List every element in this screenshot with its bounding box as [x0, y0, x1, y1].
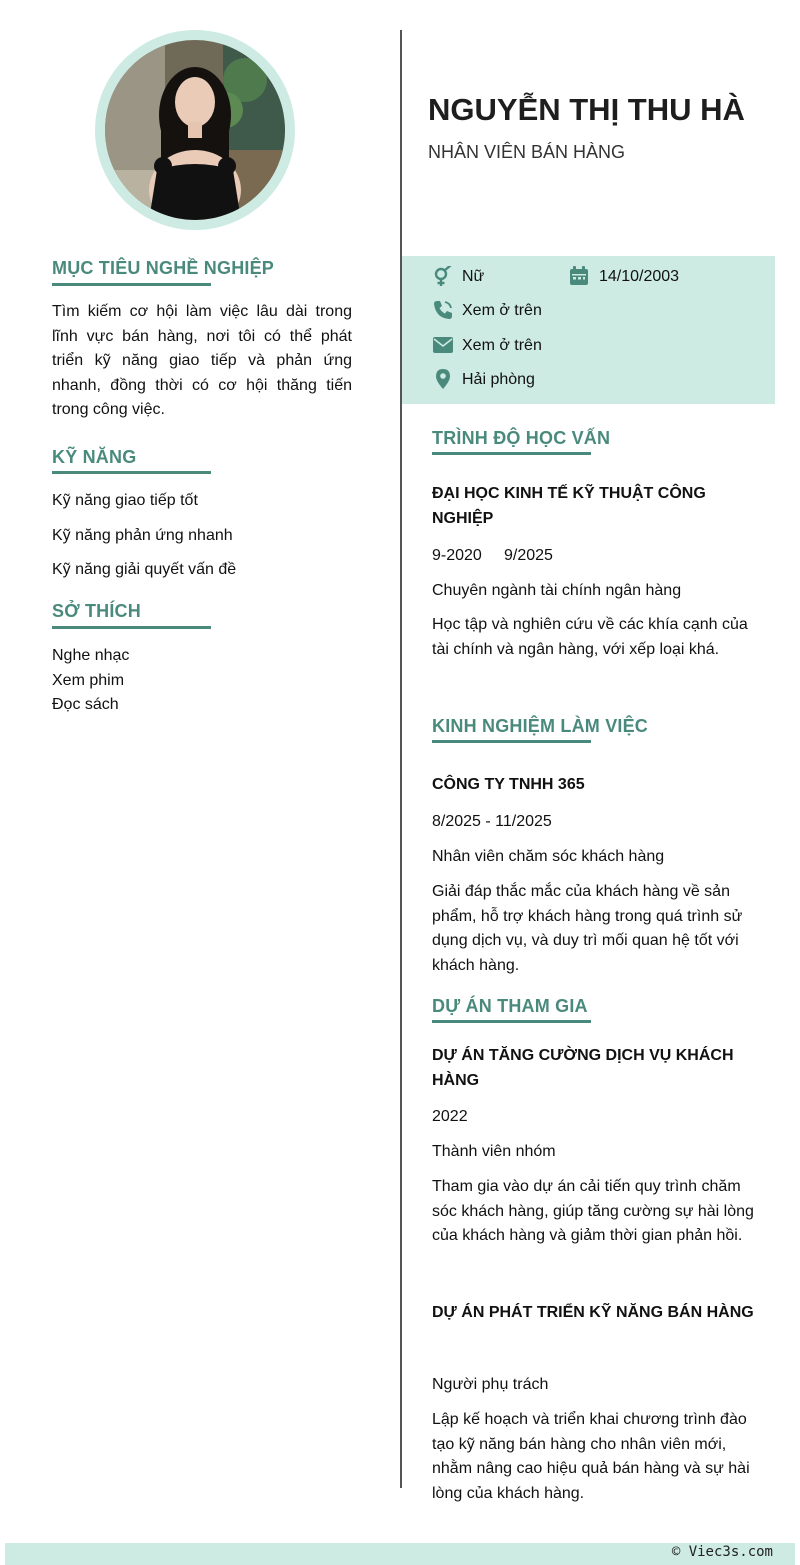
projects-underline — [432, 1020, 591, 1023]
projects-title: DỰ ÁN THAM GIA — [432, 996, 588, 1016]
column-divider — [400, 30, 402, 1488]
education-underline — [432, 452, 591, 455]
objective-title: MỤC TIÊU NGHỀ NGHIỆP — [52, 258, 275, 278]
hobbies-title: SỞ THÍCH — [52, 601, 141, 621]
hobby-item: Đọc sách — [52, 696, 119, 713]
experience-period: 8/2025 - 11/2025 — [432, 813, 552, 830]
project-description: Tham gia vào dự án cải tiến quy trình chăm sóc khách hàng, giúp tăng cường sự hài lòng của khách hàng và giảm thời gian phản hồi. — [432, 1178, 754, 1244]
project-role: Thành viên nhóm — [432, 1143, 556, 1160]
project-name: DỰ ÁN TĂNG CƯỜNG DỊCH VỤ KHÁCH HÀNG — [432, 1047, 734, 1089]
email-text: Xem ở trên — [462, 337, 542, 354]
project-role: Người phụ trách — [432, 1376, 549, 1393]
location-text: Hải phòng — [462, 371, 535, 388]
candidate-role: NHÂN VIÊN BÁN HÀNG — [428, 142, 626, 162]
objective-text: Tìm kiếm cơ hội làm việc lâu dài trong lĩnh vực bán hàng, nơi tôi có thể phát triển kỹ năng giao tiếp và phản ứng nhanh, đồng thời có cơ hội thăng tiến trong công việc. — [52, 303, 352, 418]
candidate-name: NGUYỄN THỊ THU HÀ — [428, 92, 745, 127]
calendar-icon — [568, 265, 590, 287]
experience-company: CÔNG TY TNHH 365 — [432, 776, 585, 793]
email-icon — [432, 334, 454, 356]
hobby-item: Xem phim — [52, 672, 125, 689]
project-description: Lập kế hoạch và triển khai chương trình đào tạo kỹ năng bán hàng cho nhân viên mới, nhằm nâng cao hiệu quả bán hàng và sự hài lòng của khách hàng. — [432, 1411, 750, 1502]
experience-title: KINH NGHIỆM LÀM VIỆC — [432, 716, 649, 736]
skill-item: Kỹ năng phản ứng nhanh — [52, 527, 233, 544]
education-title: TRÌNH ĐỘ HỌC VẤN — [432, 428, 611, 448]
avatar — [105, 40, 285, 220]
gender-text: Nữ — [462, 268, 485, 285]
footer-copyright[interactable]: © Viec3s.com — [671, 1544, 773, 1560]
education-school: ĐẠI HỌC KINH TẾ KỸ THUẬT CÔNG NGHIỆP — [432, 485, 706, 527]
education-major: Chuyên ngành tài chính ngân hàng — [432, 582, 682, 599]
project-name: DỰ ÁN PHÁT TRIỂN KỸ NĂNG BÁN HÀNG — [432, 1304, 754, 1321]
education-start: 9-2020 — [432, 547, 482, 564]
gender-icon — [432, 266, 454, 288]
experience-position: Nhân viên chăm sóc khách hàng — [432, 848, 665, 865]
phone-text: Xem ở trên — [462, 302, 542, 319]
skills-title: KỸ NĂNG — [52, 447, 137, 467]
location-icon — [432, 368, 454, 390]
phone-icon — [432, 299, 454, 321]
education-end: 9/2025 — [504, 547, 553, 564]
hobby-item: Nghe nhạc — [52, 647, 130, 664]
skills-underline — [52, 471, 211, 474]
project-year: 2022 — [432, 1108, 468, 1125]
skill-item: Kỹ năng giao tiếp tốt — [52, 492, 198, 509]
education-description: Học tập và nghiên cứu về các khía cạnh của tài chính và ngân hàng, với xếp loại khá. — [432, 616, 748, 658]
objective-underline — [52, 283, 211, 286]
experience-description: Giải đáp thắc mắc của khách hàng về sản phẩm, hỗ trợ khách hàng trong quá trình sử dụng dịch vụ, và duy trì mối quan hệ tốt với khách hàng. — [432, 883, 743, 974]
experience-underline — [432, 740, 591, 743]
skill-item: Kỹ năng giải quyết vấn đề — [52, 561, 237, 578]
birthdate-text: 14/10/2003 — [599, 268, 680, 285]
hobbies-underline — [52, 626, 211, 629]
